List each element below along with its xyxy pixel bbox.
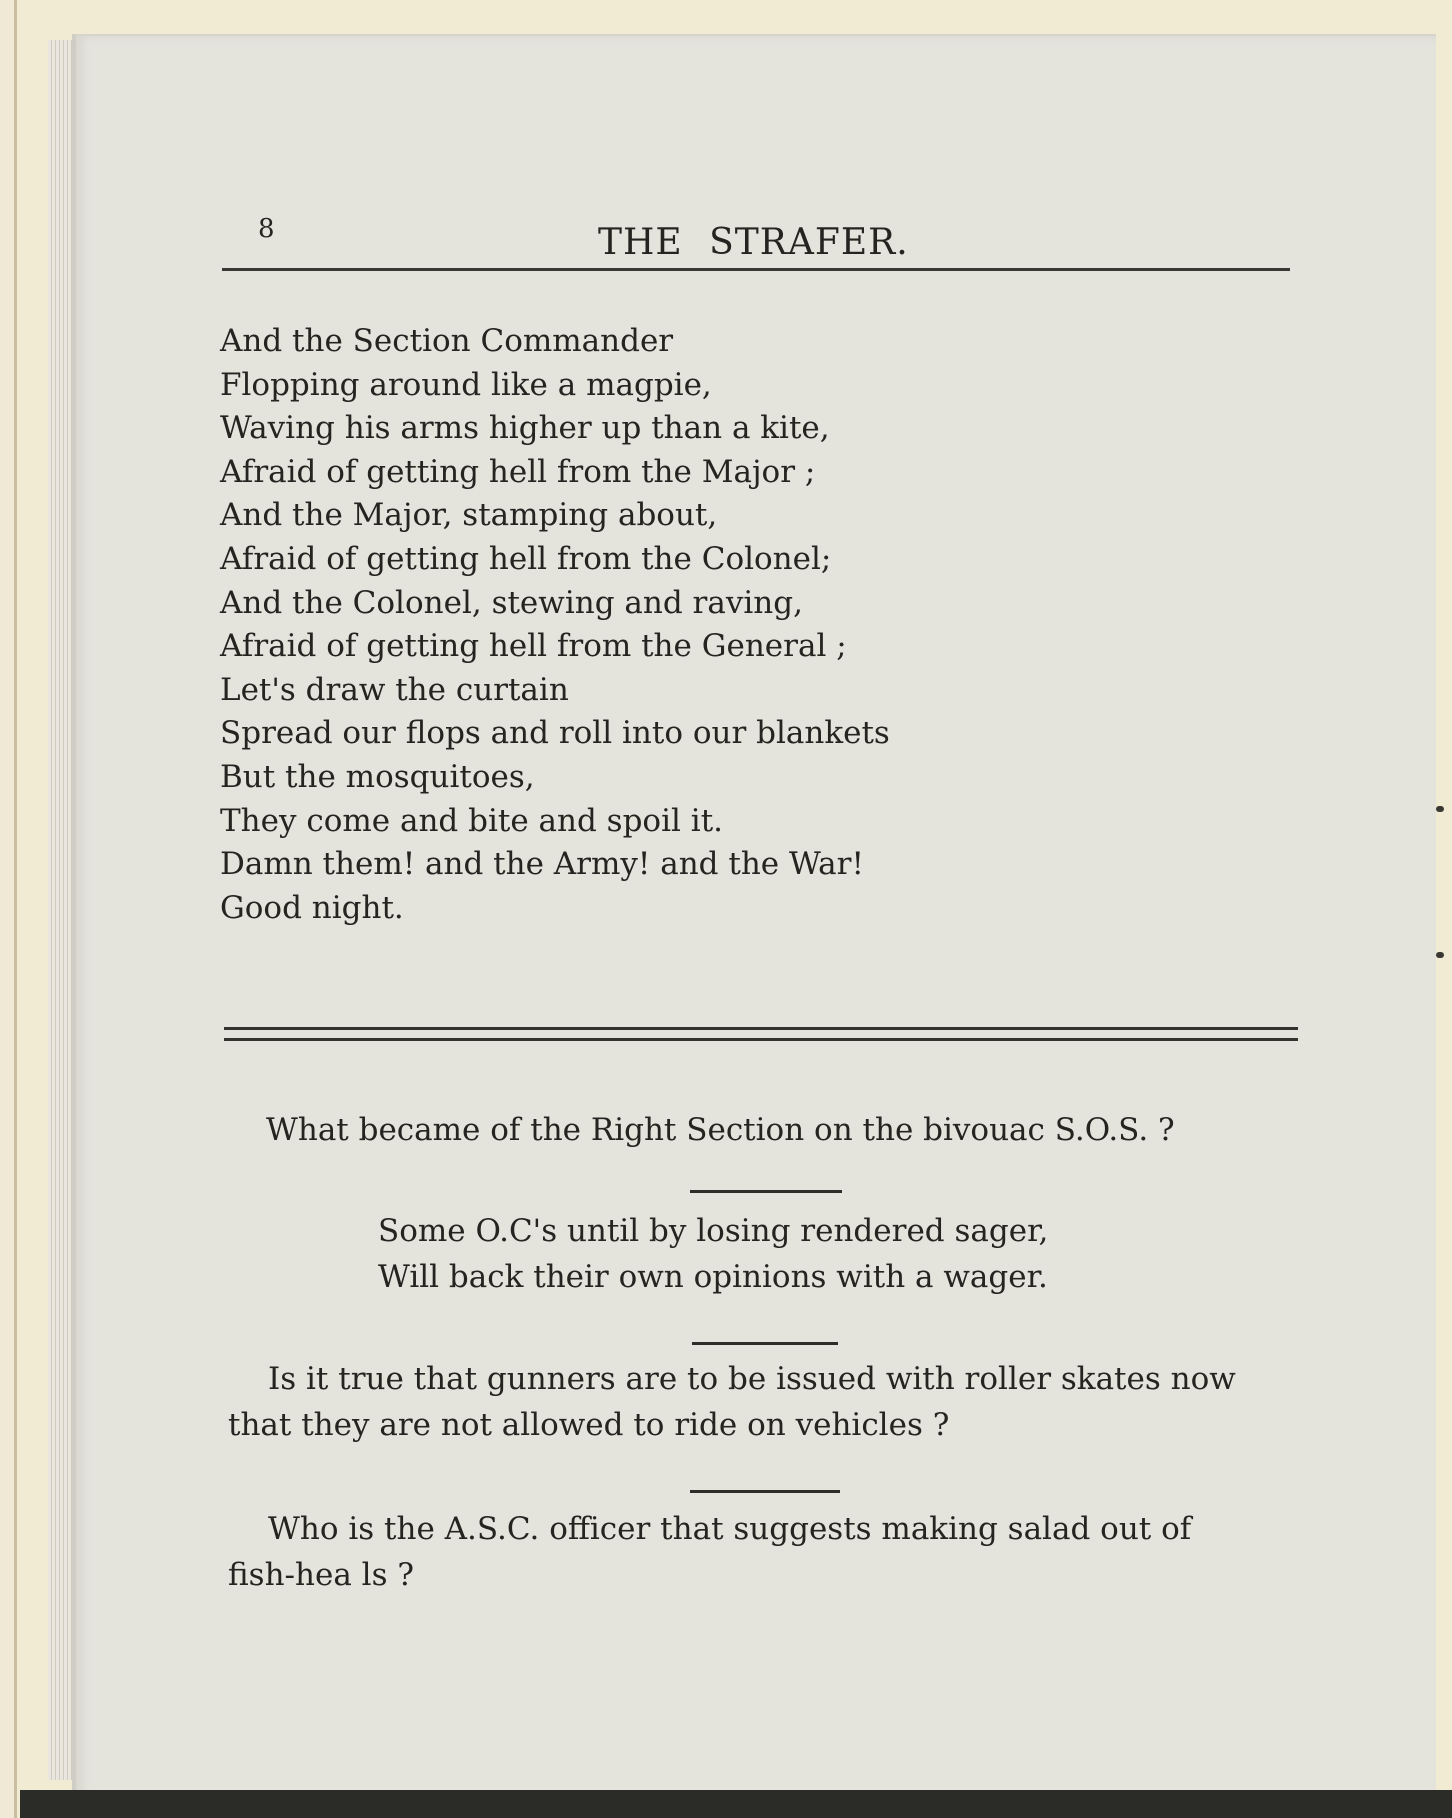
poem-line: And the Major, stamping about, <box>220 497 718 534</box>
poem-line: Let's draw the curtain <box>220 671 569 708</box>
question-line: Is it true that gunners are to be issued with roller skates now <box>268 1361 1236 1397</box>
running-title: THE STRAFER. <box>598 222 909 263</box>
separator-rule <box>692 1342 838 1345</box>
separator-rule <box>690 1490 840 1493</box>
poem-line: They come and bite and spoil it. <box>220 802 724 839</box>
poem-line: Good night. <box>220 889 404 926</box>
question-line: Who is the A.S.C. officer that suggests making salad out of <box>268 1511 1192 1547</box>
section-divider <box>224 1027 1298 1041</box>
scan-background <box>20 1790 1452 1818</box>
divider-rule <box>224 1027 1298 1030</box>
poem-line: But the mosquitoes, <box>220 758 535 795</box>
question-line: fish-hea ls ? <box>228 1557 414 1593</box>
poem-line: And the Colonel, stewing and raving, <box>220 584 803 621</box>
poem-line: Waving his arms higher up than a kite, <box>220 410 830 447</box>
poem-line: Afraid of getting hell from the Major ; <box>220 453 816 490</box>
poem-line: And the Section Commander <box>220 323 674 359</box>
divider-rule <box>224 1038 1298 1041</box>
question-line: that they are not allowed to ride on vehicles ? <box>228 1407 950 1443</box>
header-rule <box>222 268 1290 271</box>
question-paragraph <box>228 1506 1191 1598</box>
verse-line: Will back their own opinions with a wager. <box>378 1259 1048 1295</box>
question-paragraph <box>228 1356 1236 1448</box>
poem-line: Afraid of getting hell from the General ; <box>220 628 847 665</box>
poem <box>220 320 980 930</box>
verse-paragraph <box>378 1208 1048 1300</box>
page-number: 8 <box>258 214 275 244</box>
question-paragraph: What became of the Right Section on the bivouac S.O.S. ? <box>266 1112 1175 1148</box>
staple-mark <box>1436 952 1444 958</box>
verse-line: Some O.C's until by losing rendered sager, <box>378 1213 1049 1249</box>
poem-line: Spread our flops and roll into our blankets <box>220 715 890 752</box>
poem-line: Afraid of getting hell from the Colonel; <box>220 540 832 577</box>
poem-line: Damn them! and the Army! and the War! <box>220 846 864 883</box>
poem-line: Flopping around like a magpie, <box>220 366 712 403</box>
separator-rule <box>690 1190 842 1193</box>
staple-mark <box>1436 806 1444 812</box>
